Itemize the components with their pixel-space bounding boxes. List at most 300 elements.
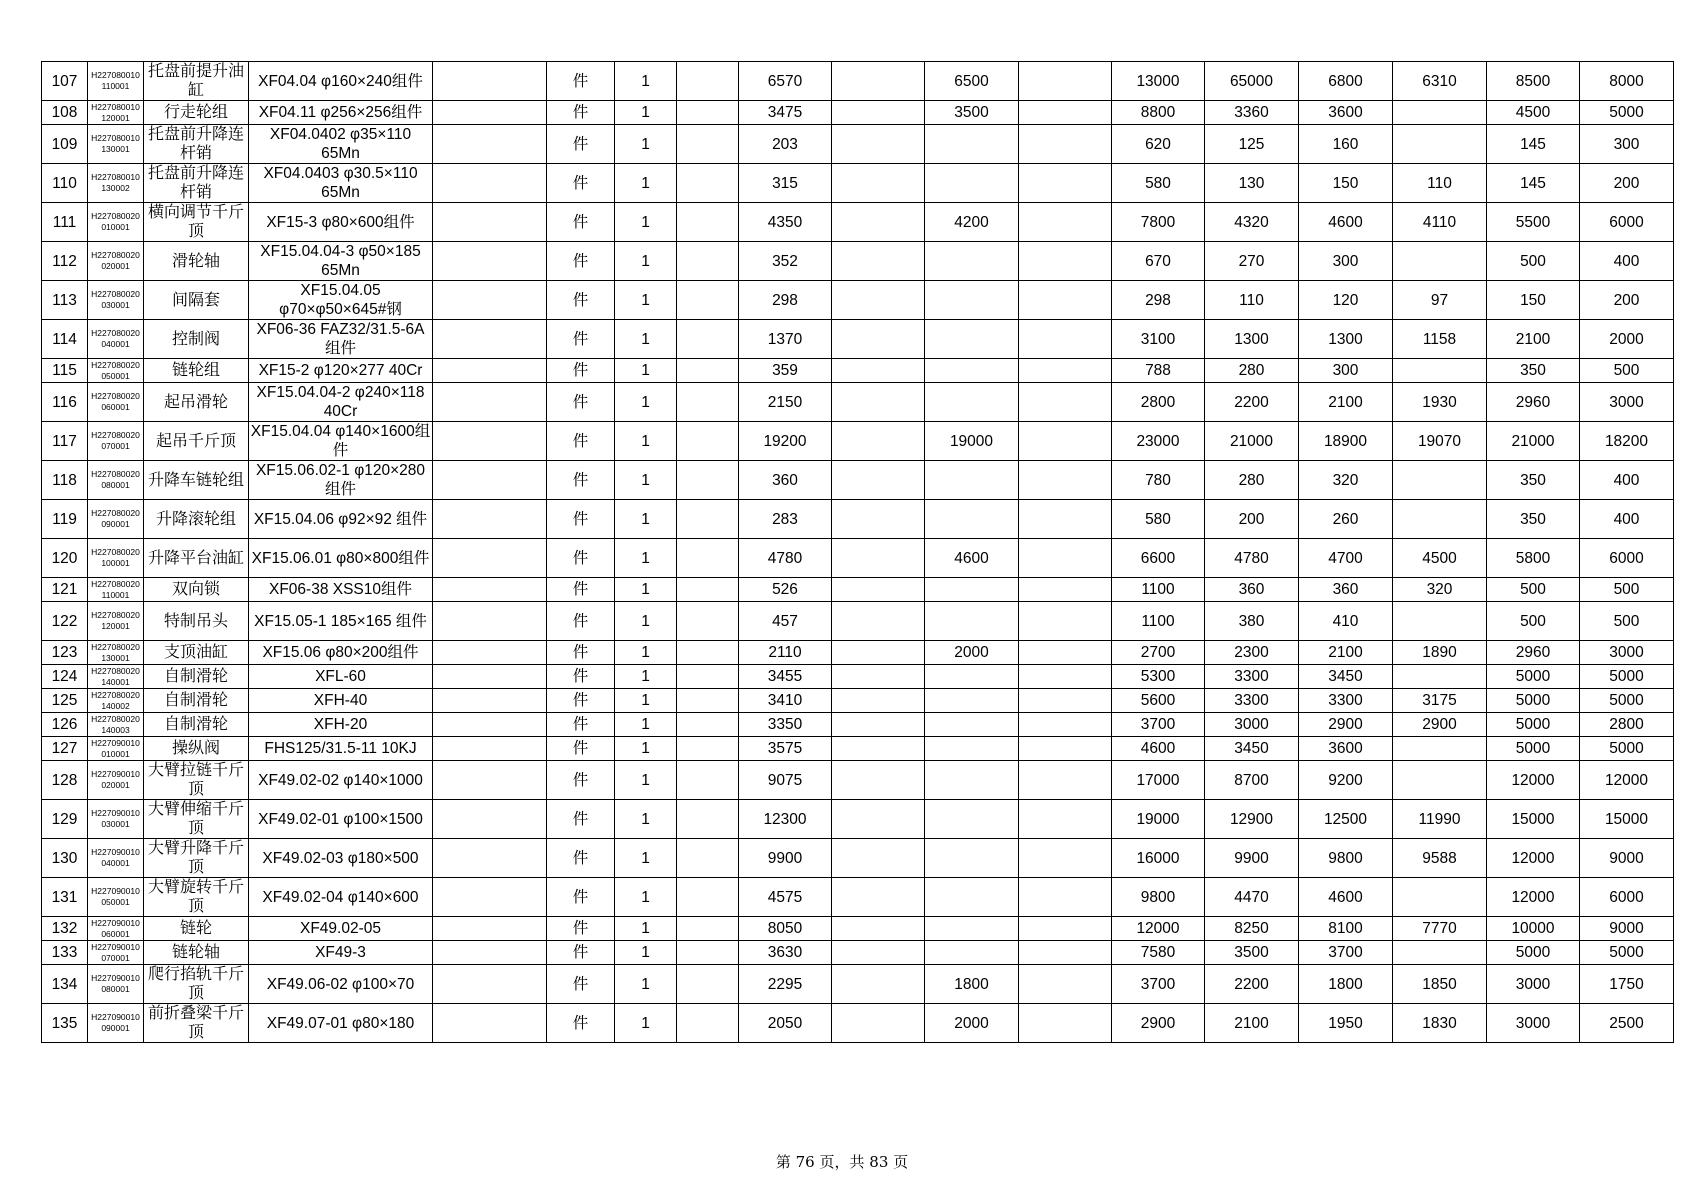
cell-v3: 4600 <box>1299 878 1393 917</box>
cell-v3: 150 <box>1299 164 1393 203</box>
cell-v2: 2200 <box>1205 965 1299 1004</box>
cell-unit: 件 <box>547 965 615 1004</box>
cell-c11 <box>1019 917 1112 941</box>
table-row <box>42 539 1674 578</box>
cell-c11 <box>1019 941 1112 965</box>
table-row <box>42 62 1674 101</box>
cell-name: 间隔套 <box>144 281 249 320</box>
cell-c-blank1 <box>433 164 547 203</box>
cell-v6: 6000 <box>1580 878 1674 917</box>
cell-v6: 3000 <box>1580 383 1674 422</box>
cell-v1: 1100 <box>1112 602 1205 641</box>
cell-v5: 350 <box>1487 359 1580 383</box>
cell-no: 119 <box>42 500 88 539</box>
cell-v1: 580 <box>1112 500 1205 539</box>
cell-c7 <box>677 737 739 761</box>
cell-c9 <box>832 737 925 761</box>
cell-code: H227080020110001 <box>88 578 144 602</box>
cell-c9 <box>832 422 925 461</box>
cell-v4: 1850 <box>1393 965 1487 1004</box>
cell-name: 大臂旋转千斤顶 <box>144 878 249 917</box>
cell-v5: 500 <box>1487 602 1580 641</box>
cell-c7 <box>677 101 739 125</box>
cell-name: 滑轮轴 <box>144 242 249 281</box>
cell-c-blank1 <box>433 203 547 242</box>
cell-c-blank1 <box>433 917 547 941</box>
cell-unit: 件 <box>547 242 615 281</box>
cell-code: H227080020030001 <box>88 281 144 320</box>
table-row <box>42 359 1674 383</box>
cell-p1: 3475 <box>739 101 832 125</box>
cell-c-blank1 <box>433 800 547 839</box>
cell-qty: 1 <box>615 359 677 383</box>
cell-c7 <box>677 242 739 281</box>
cell-v2: 21000 <box>1205 422 1299 461</box>
cell-p1: 2110 <box>739 641 832 665</box>
cell-spec: XF15.04.04-3 φ50×185 65Mn <box>249 242 433 281</box>
cell-p2: 3500 <box>925 101 1019 125</box>
cell-unit: 件 <box>547 422 615 461</box>
cell-qty: 1 <box>615 539 677 578</box>
cell-v2: 130 <box>1205 164 1299 203</box>
cell-v2: 65000 <box>1205 62 1299 101</box>
cell-c-blank1 <box>433 461 547 500</box>
cell-c-blank1 <box>433 689 547 713</box>
cell-p2 <box>925 500 1019 539</box>
cell-v6: 5000 <box>1580 737 1674 761</box>
cell-no: 117 <box>42 422 88 461</box>
cell-c-blank1 <box>433 941 547 965</box>
cell-c9 <box>832 62 925 101</box>
cell-v3: 120 <box>1299 281 1393 320</box>
cell-v5: 2100 <box>1487 320 1580 359</box>
cell-c-blank1 <box>433 242 547 281</box>
cell-p2 <box>925 461 1019 500</box>
cell-spec: XF04.0403 φ30.5×110 65Mn <box>249 164 433 203</box>
cell-v6: 5000 <box>1580 101 1674 125</box>
cell-v5: 5000 <box>1487 713 1580 737</box>
cell-v3: 160 <box>1299 125 1393 164</box>
cell-c7 <box>677 500 739 539</box>
cell-v4: 3175 <box>1393 689 1487 713</box>
cell-p2 <box>925 689 1019 713</box>
cell-p2 <box>925 320 1019 359</box>
cell-p2: 1800 <box>925 965 1019 1004</box>
cell-p2 <box>925 917 1019 941</box>
cell-v3: 3300 <box>1299 689 1393 713</box>
cell-v3: 1300 <box>1299 320 1393 359</box>
cell-v3: 300 <box>1299 359 1393 383</box>
cell-no: 115 <box>42 359 88 383</box>
cell-code: H227080010130001 <box>88 125 144 164</box>
cell-name: 特制吊头 <box>144 602 249 641</box>
cell-v5: 3000 <box>1487 1004 1580 1043</box>
cell-unit: 件 <box>547 737 615 761</box>
cell-p1: 2150 <box>739 383 832 422</box>
cell-c11 <box>1019 737 1112 761</box>
cell-v6: 500 <box>1580 578 1674 602</box>
cell-v1: 13000 <box>1112 62 1205 101</box>
cell-v2: 1300 <box>1205 320 1299 359</box>
cell-c7 <box>677 689 739 713</box>
cell-no: 111 <box>42 203 88 242</box>
cell-unit: 件 <box>547 839 615 878</box>
cell-p1: 283 <box>739 500 832 539</box>
cell-qty: 1 <box>615 689 677 713</box>
cell-c7 <box>677 359 739 383</box>
cell-v4: 320 <box>1393 578 1487 602</box>
cell-code: H227080020100001 <box>88 539 144 578</box>
cell-c7 <box>677 941 739 965</box>
cell-v3: 9800 <box>1299 839 1393 878</box>
cell-v6: 200 <box>1580 281 1674 320</box>
cell-qty: 1 <box>615 203 677 242</box>
cell-v1: 9800 <box>1112 878 1205 917</box>
cell-v2: 12900 <box>1205 800 1299 839</box>
cell-unit: 件 <box>547 578 615 602</box>
cell-p1: 4575 <box>739 878 832 917</box>
cell-unit: 件 <box>547 602 615 641</box>
cell-c-blank1 <box>433 320 547 359</box>
cell-no: 114 <box>42 320 88 359</box>
cell-v3: 4700 <box>1299 539 1393 578</box>
cell-spec: XF15.06.02-1 φ120×280组件 <box>249 461 433 500</box>
cell-v2: 280 <box>1205 359 1299 383</box>
cell-qty: 1 <box>615 917 677 941</box>
cell-unit: 件 <box>547 461 615 500</box>
cell-v3: 12500 <box>1299 800 1393 839</box>
cell-c9 <box>832 602 925 641</box>
cell-no: 116 <box>42 383 88 422</box>
cell-code: H227080020130001 <box>88 641 144 665</box>
cell-v1: 19000 <box>1112 800 1205 839</box>
cell-v5: 21000 <box>1487 422 1580 461</box>
cell-c-blank1 <box>433 359 547 383</box>
cell-no: 127 <box>42 737 88 761</box>
cell-c-blank1 <box>433 539 547 578</box>
cell-c7 <box>677 602 739 641</box>
cell-qty: 1 <box>615 665 677 689</box>
cell-c9 <box>832 578 925 602</box>
cell-no: 124 <box>42 665 88 689</box>
cell-unit: 件 <box>547 62 615 101</box>
footer-total-pages: 83 <box>869 1153 889 1171</box>
cell-v2: 380 <box>1205 602 1299 641</box>
cell-name: 自制滑轮 <box>144 713 249 737</box>
cell-c-blank1 <box>433 713 547 737</box>
cell-code: H227090010080001 <box>88 965 144 1004</box>
cell-spec: XF15.04.06 φ92×92 组件 <box>249 500 433 539</box>
cell-p2: 2000 <box>925 641 1019 665</box>
cell-code: H227080020090001 <box>88 500 144 539</box>
cell-v5: 8500 <box>1487 62 1580 101</box>
cell-c11 <box>1019 125 1112 164</box>
cell-code: H227090010070001 <box>88 941 144 965</box>
cell-c7 <box>677 125 739 164</box>
cell-p1: 315 <box>739 164 832 203</box>
cell-c11 <box>1019 602 1112 641</box>
cell-name: 自制滑轮 <box>144 689 249 713</box>
cell-v3: 6800 <box>1299 62 1393 101</box>
cell-c11 <box>1019 422 1112 461</box>
cell-v3: 360 <box>1299 578 1393 602</box>
cell-v1: 2800 <box>1112 383 1205 422</box>
cell-spec: XF49.06-02 φ100×70 <box>249 965 433 1004</box>
cell-c7 <box>677 164 739 203</box>
cell-code: H227080020060001 <box>88 383 144 422</box>
cell-v1: 6600 <box>1112 539 1205 578</box>
cell-p2: 2000 <box>925 1004 1019 1043</box>
cell-code: H227090010030001 <box>88 800 144 839</box>
cell-v6: 400 <box>1580 242 1674 281</box>
cell-qty: 1 <box>615 281 677 320</box>
cell-v6: 400 <box>1580 500 1674 539</box>
cell-v4: 110 <box>1393 164 1487 203</box>
cell-unit: 件 <box>547 320 615 359</box>
cell-c7 <box>677 1004 739 1043</box>
cell-code: H227080010130002 <box>88 164 144 203</box>
cell-v2: 2300 <box>1205 641 1299 665</box>
cell-v5: 5500 <box>1487 203 1580 242</box>
cell-v6: 6000 <box>1580 203 1674 242</box>
cell-v2: 3360 <box>1205 101 1299 125</box>
cell-unit: 件 <box>547 383 615 422</box>
cell-p2 <box>925 941 1019 965</box>
cell-name: 托盘前提升油缸 <box>144 62 249 101</box>
cell-p1: 4350 <box>739 203 832 242</box>
table-row <box>42 383 1674 422</box>
cell-spec: XF49.07-01 φ80×180 <box>249 1004 433 1043</box>
cell-v5: 500 <box>1487 242 1580 281</box>
cell-name: 升降平台油缸 <box>144 539 249 578</box>
cell-v4: 19070 <box>1393 422 1487 461</box>
cell-spec: XFL-60 <box>249 665 433 689</box>
cell-qty: 1 <box>615 101 677 125</box>
cell-c9 <box>832 320 925 359</box>
cell-v5: 3000 <box>1487 965 1580 1004</box>
cell-v3: 320 <box>1299 461 1393 500</box>
cell-qty: 1 <box>615 737 677 761</box>
cell-no: 109 <box>42 125 88 164</box>
cell-v1: 8800 <box>1112 101 1205 125</box>
cell-code: H227080020120001 <box>88 602 144 641</box>
cell-c-blank1 <box>433 602 547 641</box>
cell-v2: 2200 <box>1205 383 1299 422</box>
cell-p1: 6570 <box>739 62 832 101</box>
cell-v6: 500 <box>1580 359 1674 383</box>
cell-v1: 3700 <box>1112 713 1205 737</box>
cell-v4: 4110 <box>1393 203 1487 242</box>
cell-name: 爬行掐轨千斤顶 <box>144 965 249 1004</box>
cell-qty: 1 <box>615 461 677 500</box>
cell-v4: 1158 <box>1393 320 1487 359</box>
cell-qty: 1 <box>615 965 677 1004</box>
cell-c11 <box>1019 878 1112 917</box>
cell-c9 <box>832 641 925 665</box>
cell-no: 134 <box>42 965 88 1004</box>
cell-v3: 1950 <box>1299 1004 1393 1043</box>
cell-v1: 5300 <box>1112 665 1205 689</box>
cell-v5: 145 <box>1487 125 1580 164</box>
cell-p1: 3455 <box>739 665 832 689</box>
cell-p1: 352 <box>739 242 832 281</box>
cell-v6: 5000 <box>1580 689 1674 713</box>
cell-v2: 8700 <box>1205 761 1299 800</box>
cell-code: H227080010120001 <box>88 101 144 125</box>
cell-p1: 4780 <box>739 539 832 578</box>
cell-p1: 457 <box>739 602 832 641</box>
cell-p2 <box>925 242 1019 281</box>
cell-v2: 270 <box>1205 242 1299 281</box>
cell-no: 133 <box>42 941 88 965</box>
cell-v6: 9000 <box>1580 839 1674 878</box>
cell-c7 <box>677 383 739 422</box>
cell-v3: 2100 <box>1299 383 1393 422</box>
cell-unit: 件 <box>547 878 615 917</box>
footer-page-number: 76 <box>795 1153 815 1171</box>
cell-v3: 1800 <box>1299 965 1393 1004</box>
table-row <box>42 965 1674 1004</box>
cell-c7 <box>677 539 739 578</box>
cell-c11 <box>1019 461 1112 500</box>
cell-v5: 10000 <box>1487 917 1580 941</box>
cell-c11 <box>1019 203 1112 242</box>
cell-c7 <box>677 878 739 917</box>
cell-c11 <box>1019 164 1112 203</box>
footer-prefix: 第 <box>775 1153 791 1171</box>
cell-c7 <box>677 578 739 602</box>
cell-qty: 1 <box>615 422 677 461</box>
cell-p1: 3630 <box>739 941 832 965</box>
cell-v3: 410 <box>1299 602 1393 641</box>
cell-spec: XF15.04.04-2 φ240×118 40Cr <box>249 383 433 422</box>
cell-c11 <box>1019 965 1112 1004</box>
cell-v5: 4500 <box>1487 101 1580 125</box>
cell-spec: XF49.02-05 <box>249 917 433 941</box>
table-row <box>42 101 1674 125</box>
cell-spec: XF49.02-04 φ140×600 <box>249 878 433 917</box>
cell-name: 托盘前升降连杆销 <box>144 164 249 203</box>
cell-unit: 件 <box>547 539 615 578</box>
cell-v1: 12000 <box>1112 917 1205 941</box>
cell-spec: XF06-36 FAZ32/31.5-6A组件 <box>249 320 433 359</box>
cell-v5: 150 <box>1487 281 1580 320</box>
cell-name: 自制滑轮 <box>144 665 249 689</box>
cell-p2 <box>925 878 1019 917</box>
cell-c11 <box>1019 500 1112 539</box>
cell-name: 起吊千斤顶 <box>144 422 249 461</box>
cell-qty: 1 <box>615 578 677 602</box>
cell-code: H227080020050001 <box>88 359 144 383</box>
cell-c-blank1 <box>433 641 547 665</box>
cell-v4: 6310 <box>1393 62 1487 101</box>
cell-v1: 620 <box>1112 125 1205 164</box>
cell-c9 <box>832 713 925 737</box>
cell-v4 <box>1393 461 1487 500</box>
cell-v1: 2900 <box>1112 1004 1205 1043</box>
cell-p2: 6500 <box>925 62 1019 101</box>
page-footer <box>0 1151 1684 1172</box>
cell-c9 <box>832 242 925 281</box>
cell-unit: 件 <box>547 941 615 965</box>
cell-no: 107 <box>42 62 88 101</box>
cell-v6: 15000 <box>1580 800 1674 839</box>
cell-qty: 1 <box>615 713 677 737</box>
cell-p1: 360 <box>739 461 832 500</box>
cell-v2: 3300 <box>1205 665 1299 689</box>
cell-v5: 2960 <box>1487 641 1580 665</box>
cell-name: 大臂拉链千斤顶 <box>144 761 249 800</box>
cell-p2: 19000 <box>925 422 1019 461</box>
cell-v2: 8250 <box>1205 917 1299 941</box>
cell-v4: 1930 <box>1393 383 1487 422</box>
cell-c7 <box>677 713 739 737</box>
cell-no: 121 <box>42 578 88 602</box>
cell-v1: 23000 <box>1112 422 1205 461</box>
cell-v4: 1830 <box>1393 1004 1487 1043</box>
cell-v3: 260 <box>1299 500 1393 539</box>
table-row <box>42 500 1674 539</box>
cell-c9 <box>832 164 925 203</box>
cell-qty: 1 <box>615 320 677 359</box>
cell-v3: 8100 <box>1299 917 1393 941</box>
cell-qty: 1 <box>615 242 677 281</box>
cell-qty: 1 <box>615 878 677 917</box>
cell-p2 <box>925 359 1019 383</box>
cell-code: H227080010110001 <box>88 62 144 101</box>
cell-v3: 3450 <box>1299 665 1393 689</box>
cell-v5: 2960 <box>1487 383 1580 422</box>
cell-v4 <box>1393 125 1487 164</box>
cell-p2 <box>925 665 1019 689</box>
cell-v2: 200 <box>1205 500 1299 539</box>
cell-unit: 件 <box>547 125 615 164</box>
cell-v2: 3450 <box>1205 737 1299 761</box>
cell-unit: 件 <box>547 281 615 320</box>
cell-v2: 4320 <box>1205 203 1299 242</box>
cell-spec: XF15-3 φ80×600组件 <box>249 203 433 242</box>
cell-spec: XFH-40 <box>249 689 433 713</box>
cell-spec: XF04.04 φ160×240组件 <box>249 62 433 101</box>
cell-name: 双向锁 <box>144 578 249 602</box>
table-row <box>42 917 1674 941</box>
cell-v3: 3600 <box>1299 737 1393 761</box>
cell-c7 <box>677 62 739 101</box>
cell-qty: 1 <box>615 602 677 641</box>
cell-c9 <box>832 800 925 839</box>
cell-c-blank1 <box>433 878 547 917</box>
cell-spec: XFH-20 <box>249 713 433 737</box>
cell-c7 <box>677 965 739 1004</box>
cell-v6: 400 <box>1580 461 1674 500</box>
cell-no: 122 <box>42 602 88 641</box>
price-table <box>41 61 1674 1043</box>
table-row <box>42 422 1674 461</box>
cell-p1: 9075 <box>739 761 832 800</box>
cell-c11 <box>1019 641 1112 665</box>
cell-v3: 3700 <box>1299 941 1393 965</box>
cell-c9 <box>832 383 925 422</box>
cell-c7 <box>677 839 739 878</box>
cell-qty: 1 <box>615 62 677 101</box>
cell-unit: 件 <box>547 800 615 839</box>
cell-c9 <box>832 101 925 125</box>
cell-p1: 1370 <box>739 320 832 359</box>
cell-v5: 5000 <box>1487 941 1580 965</box>
cell-v4 <box>1393 359 1487 383</box>
cell-c11 <box>1019 689 1112 713</box>
cell-p1: 2050 <box>739 1004 832 1043</box>
